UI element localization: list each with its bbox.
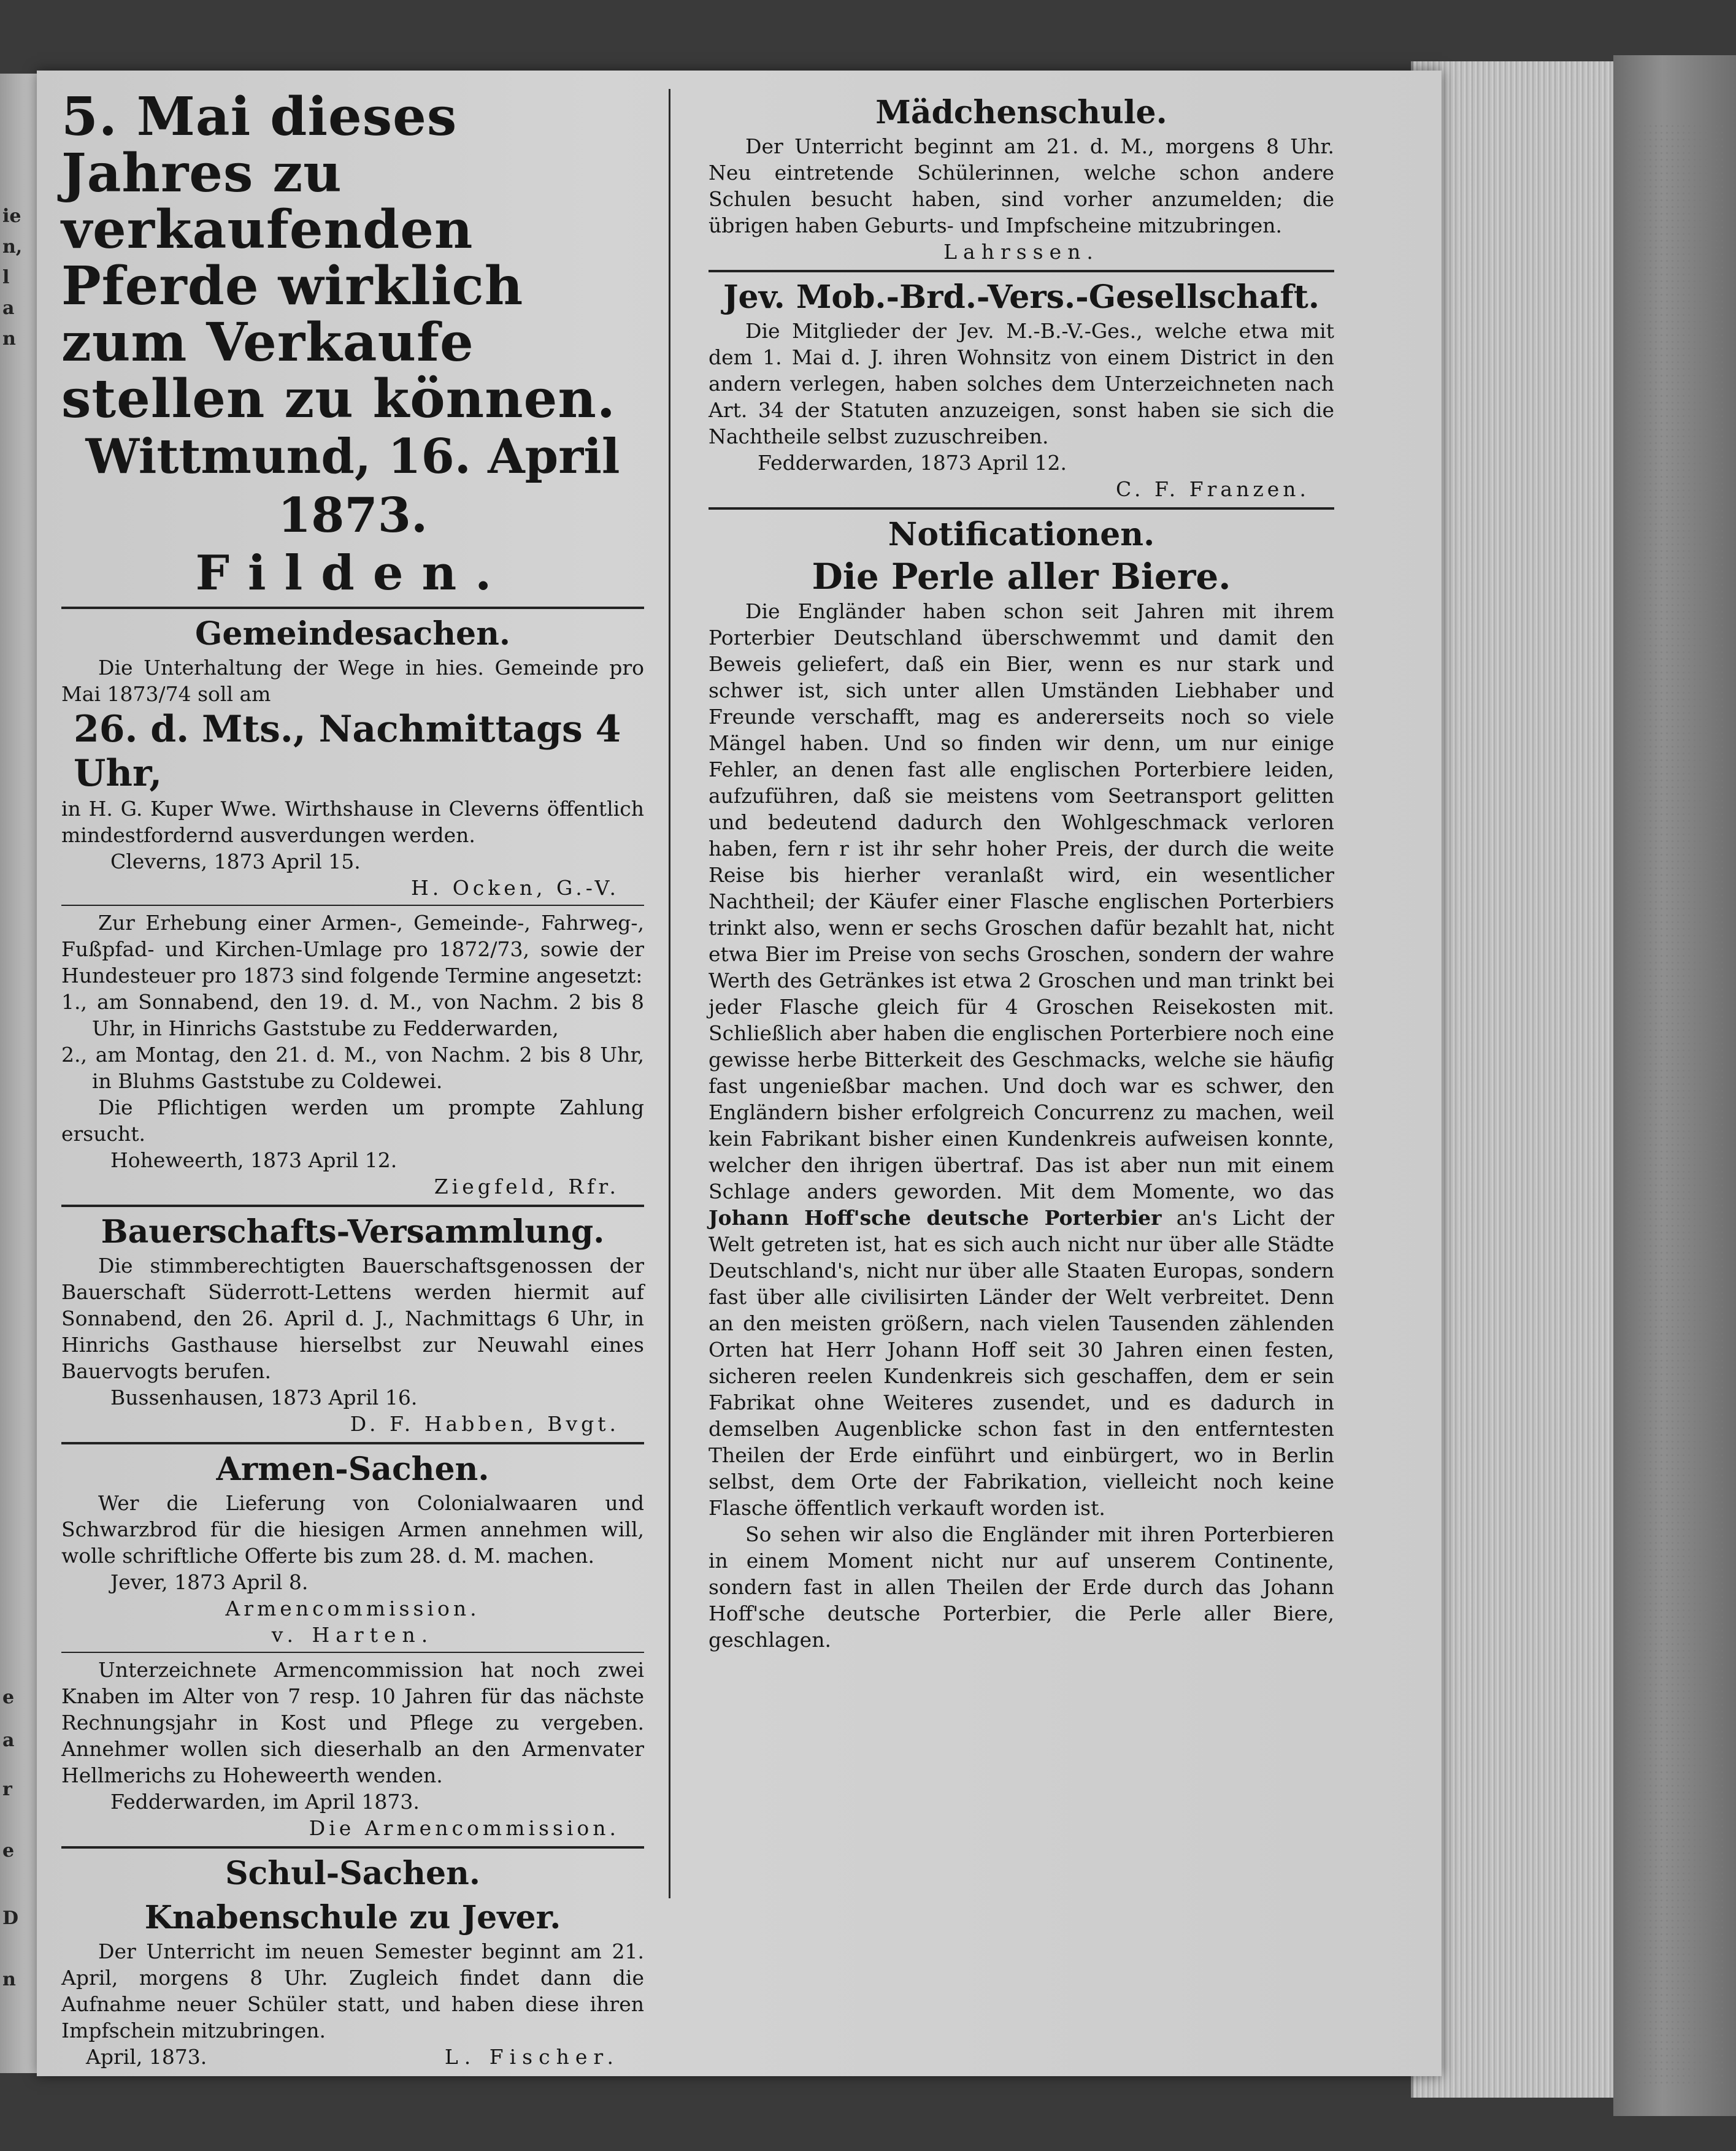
article-paragraph (709, 598, 1334, 1521)
notice-date: Jever, 1873 April 8. (110, 1570, 309, 1594)
book-page-edges (1411, 61, 1622, 2098)
notice-text: Die Mitglieder der Jev. M.-B.-V.-Ges., welche etwa mit dem 1. Mai d. J. ihren Wohnsitz von einem District in den andern verlegen, haben solches dem Unterzeichneten nach Art. 34 der Statuten anzuzeigen, sonst haben sie sich die Nachtheile selbst zuzuschreiben. (709, 319, 1334, 448)
right-column (709, 89, 1334, 1653)
adjacent-page-edge (0, 74, 37, 2073)
divider (61, 1205, 644, 1207)
notice-signature: H. Ocken, G.-V. (410, 876, 620, 900)
divider (61, 905, 644, 906)
notice-text: Wer die Lieferung von Colonialwaaren und Schwarzbrod für die hiesigen Armen annehmen will, wolle schriftliche Offerte bis zum 28. d. M. machen. (61, 1491, 644, 1568)
edge-text: n (2, 328, 16, 350)
divider (709, 507, 1334, 510)
divider (709, 270, 1334, 272)
notice-text: Die Pflichtigen werden um prompte Zahlung ersucht. (61, 1095, 644, 1146)
article-text: Die Engländer haben schon seit Jahren mit ihrem Porterbier Deutschland überschwemmt und damit den Beweis geliefert, daß ein Bier, wenn es nur stark und schwer ist, sich unter allen Umständen Liebhaber und Freunde verschafft, mag es andererseits noch so viele Mängel haben. Und so finden wir denn, um nur einige Fehler, an denen fast alle englischen Porterbiere leiden, aufzuführen, daß sie meistens vom Seetransport gelitten und bedeutend dadurch den Wohlgeschmack verloren haben, fern r ist ihr sehr hoher Preis, der durch die weite Reise bis hierher veranlaßt wird, ein wesentlicher Nachtheil; der Käufer einer Flasche englischen Porterbiers trinkt also, wenn er sechs Groschen dafür bezahlt hat, nicht etwa Bier im Preise von sechs Groschen, sondern der wahre Werth des Getränkes ist etwa 2 Groschen und man trinkt bei jeder Flasche gleich für 4 Groschen Reisekosten mit. Schließlich aber haben die englischen Porterbiere noch eine gewisse herbe Bitterkeit des Geschmacks, welche sie häufig fast ungenießbar machen. Und doch war es schwer, den Engländern bisher erfolgreich Concurrenz zu machen, weil kein Fabrikant bisher einen Kundenkreis aufweisen konnte, welcher den ihrigen übertraf. Das ist aber nun mit einem Schlage anders geworden. Mit dem Momente, wo das (709, 599, 1334, 1203)
notice-date: Cleverns, 1873 April 15. (110, 849, 361, 873)
notice-signature: Die Armencommission. (309, 1816, 620, 1840)
section-title: Armen-Sachen. (216, 1451, 490, 1488)
notice-item: 1., am Sonnabend, den 19. d. M., von Nachm. 2 bis 8 Uhr, in Hinrichs Gaststube zu Fedderwarden, (61, 990, 644, 1040)
article-paragraph: So sehen wir also die Engländer mit ihren Porterbieren in einem Moment nicht nur auf unserem Continente, sondern fast in allen Theilen der Erde durch das Johann Hoff'sche deutsche Porterbier, die Perle aller Biere, geschlagen. (709, 1522, 1334, 1652)
notice-text: Der Unterricht im neuen Semester beginnt am 21. April, morgens 8 Uhr. Zugleich findet dann die Aufnahme neuer Schüler statt, und haben diese ihren Impfschein mitzubringen. (61, 1939, 644, 2042)
notice-text: Die Unterhaltung der Wege in hies. Gemeinde pro Mai 1873/74 soll am (61, 656, 644, 706)
headline: 5. Mai dieses Jahres zu verkaufenden Pferde wirklich zum Verkaufe stellen zu können. (61, 86, 616, 430)
edge-text: e (2, 1840, 15, 1862)
section-title: Bauerschafts-Versammlung. (101, 1213, 605, 1251)
newspaper-page (37, 71, 1442, 2076)
notice-date: April, 1873. (86, 2045, 207, 2069)
edge-text: a (2, 297, 15, 319)
column-rule (669, 89, 670, 1898)
edge-text: a (2, 1730, 15, 1751)
edge-text: e (2, 1687, 15, 1708)
notice-text: Der Unterricht beginnt am 21. d. M., morgens 8 Uhr. Neu eintretende Schülerinnen, welche schon andere Schulen besucht haben, sind vorher anzumelden; die übrigen haben Geburts- und Impfscheine mitzubringen. (709, 134, 1334, 237)
notice-text: Unterzeichnete Armencommission hat noch zwei Knaben im Alter von 7 resp. 10 Jahren für das nächste Rechnungsjahr in Kost und Pflege zu vergeben. Annehmer wollen sich dieserhalb an den Armenvater Hellmerichs zu Hoheweerth wenden. (61, 1658, 644, 1787)
divider (61, 1652, 644, 1653)
place-date: Wittmund, 16. April 1873. (85, 429, 620, 543)
edge-text: n (2, 1969, 16, 1990)
product-name: Johann Hoff'sche deutsche Porterbier (709, 1206, 1162, 1230)
edge-text: n, (2, 236, 23, 258)
notice-signature: C. F. Franzen. (1115, 477, 1310, 501)
edge-text: r (2, 1779, 12, 1800)
book-cover (1613, 55, 1736, 2116)
edge-text: D (2, 1908, 19, 1929)
place-name: Filden. (195, 545, 510, 601)
article-text: an's Licht der Welt getreten ist, hat es sich auch nicht nur über alle Städte Deutschland's, nicht nur über alle Staaten Europas, sondern fast über alle civilisirten Länder der Welt verbreitet. Denn an den meisten größern, nach vielen Tausenden zählenden Orten hat Herr Johann Hoff seit 30 Jahren einen festen, sicheren reelen Kundenkreis sich geschaffen, dem er sein Fabrikat ohne Weiteres zusendet, und es dadurch in demselben Augenblicke schon fast in den entferntesten Theilen der Erde einführt und einbürgert, wo in Berlin selbst, dem Orte der Fabrikation, vielleicht noch keine Flasche öffentlich verkauft worden ist. (709, 1206, 1335, 1520)
notice-date: Fedderwarden, im April 1873. (110, 1790, 420, 1814)
notice-date: Bussenhausen, 1873 April 16. (110, 1386, 418, 1409)
section-title: Schul-Sachen. (225, 1855, 480, 1892)
article-title: Die Perle aller Biere. (812, 556, 1231, 597)
section-title: Mädchenschule. (875, 94, 1167, 131)
section-title: Gemeindesachen. (194, 615, 511, 653)
notice-text: Zur Erhebung einer Armen-, Gemeinde-, Fahrweg-, Fußpfad- und Kirchen-Umlage pro 1872/73, sowie der Hundesteuer pro 1873 sind folgende Termine angesetzt: (61, 911, 644, 987)
notice-footer (61, 2044, 644, 2070)
divider (61, 1442, 644, 1444)
notice-item: 2., am Montag, den 21. d. M., von Nachm. 2 bis 8 Uhr, in Bluhms Gaststube zu Coldewei. (61, 1043, 644, 1093)
section-subtitle: Knabenschule zu Jever. (144, 1899, 561, 1936)
notice-signature: D. F. Habben, Bvgt. (350, 1412, 620, 1436)
divider (61, 607, 644, 609)
notice-signature: v. Harten. (271, 1623, 434, 1647)
section-title: Jev. Mob.-Brd.-Vers.-Gesellschaft. (723, 278, 1320, 316)
section-title: Notificationen. (888, 516, 1155, 553)
notice-signature: Armencommission. (225, 1597, 480, 1620)
notice-signature: Ziegfeld, Rfr. (434, 1175, 620, 1198)
divider (61, 1846, 644, 1849)
edge-text: l (2, 267, 10, 288)
notice-text: in H. G. Kuper Wwe. Wirthshause in Cleverns öffentlich mindestfordernd ausverdungen werden. (61, 797, 644, 847)
notice-signature: Lahrssen. (943, 240, 1099, 264)
left-column (61, 86, 644, 2070)
notice-date: Fedderwarden, 1873 April 12. (758, 451, 1067, 475)
notice-text: Die stimmberechtigten Bauerschaftsgenossen der Bauerschaft Süderrott-Lettens werden hiermit auf Sonnabend, den 26. April d. J., Nachmittags 6 Uhr, in Hinrichs Gasthause hierselbst zur Neuwahl eines Bauervogts berufen. (61, 1254, 644, 1383)
edge-text: ie (2, 205, 21, 227)
notice-signature: L. Fischer. (444, 2045, 620, 2069)
notice-date-call: 26. d. Mts., Nachmittags 4 Uhr, (74, 708, 621, 795)
notice-date: Hoheweerth, 1873 April 12. (110, 1148, 398, 1172)
